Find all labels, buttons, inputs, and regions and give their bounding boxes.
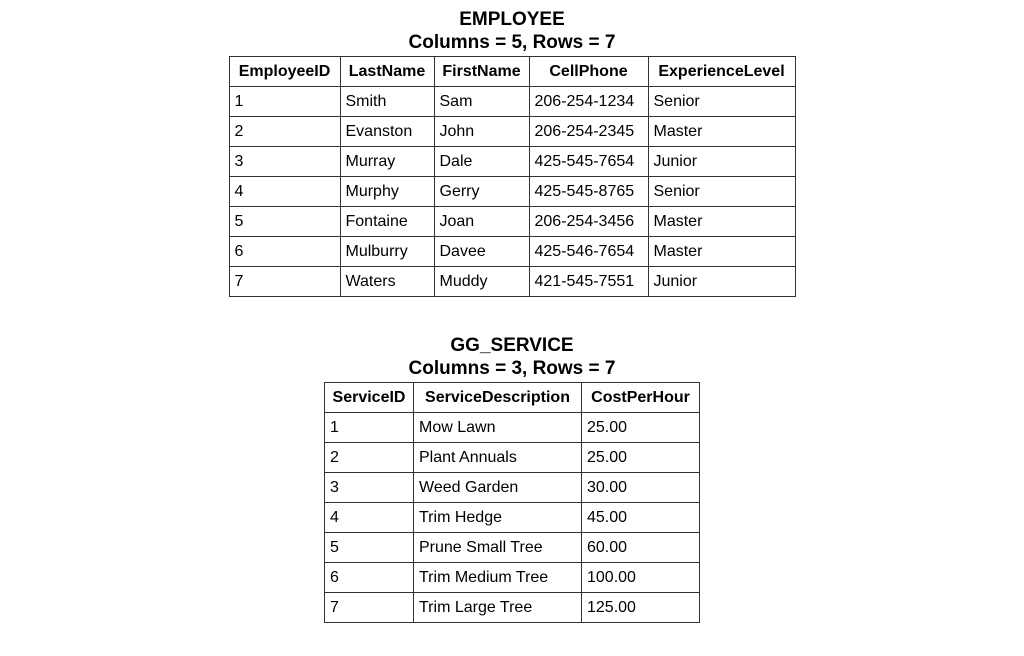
table-cell: Joan (434, 207, 529, 237)
table-row (229, 147, 795, 177)
table-cell: 4 (229, 177, 340, 207)
table-cell: 6 (325, 563, 414, 593)
table-cell: 2 (229, 117, 340, 147)
table-cell: Master (648, 237, 795, 267)
column-header: ServiceDescription (414, 383, 582, 413)
table-cell: 3 (325, 473, 414, 503)
employee-table-title: EMPLOYEE (459, 9, 565, 30)
table-cell: 125.00 (582, 593, 700, 623)
table-cell: Fontaine (340, 207, 434, 237)
table-cell: 2 (325, 443, 414, 473)
table-cell: Master (648, 117, 795, 147)
table-cell: Master (648, 207, 795, 237)
column-header: CostPerHour (582, 383, 700, 413)
table-cell: 30.00 (582, 473, 700, 503)
table-cell: Murray (340, 147, 434, 177)
table-cell: Smith (340, 87, 434, 117)
column-header: EmployeeID (229, 57, 340, 87)
table-cell: Senior (648, 87, 795, 117)
table-cell: 3 (229, 147, 340, 177)
table-cell: 1 (325, 413, 414, 443)
table-cell: 425-546-7654 (529, 237, 648, 267)
table-cell: Mow Lawn (414, 413, 582, 443)
table-cell: Davee (434, 237, 529, 267)
table-cell: 60.00 (582, 533, 700, 563)
table-row (325, 473, 700, 503)
table-cell: Gerry (434, 177, 529, 207)
table-row (325, 503, 700, 533)
column-header: ExperienceLevel (648, 57, 795, 87)
table-cell: John (434, 117, 529, 147)
employee-section (0, 8, 1024, 297)
table-cell: Junior (648, 147, 795, 177)
table-cell: 206-254-1234 (529, 87, 648, 117)
table-row (325, 413, 700, 443)
table-cell: Trim Hedge (414, 503, 582, 533)
table-row (229, 267, 795, 297)
table-row (229, 237, 795, 267)
table-row (325, 563, 700, 593)
column-header: ServiceID (325, 383, 414, 413)
table-cell: Muddy (434, 267, 529, 297)
column-header: CellPhone (529, 57, 648, 87)
column-header: LastName (340, 57, 434, 87)
table-cell: 425-545-7654 (529, 147, 648, 177)
table-cell: Weed Garden (414, 473, 582, 503)
table-cell: Plant Annuals (414, 443, 582, 473)
service-table-title: GG_SERVICE (450, 335, 574, 356)
table-cell: 421-545-7551 (529, 267, 648, 297)
table-cell: 100.00 (582, 563, 700, 593)
table-cell: 4 (325, 503, 414, 533)
table-cell: 5 (229, 207, 340, 237)
table-cell: 206-254-2345 (529, 117, 648, 147)
service-table (324, 382, 700, 623)
column-header: FirstName (434, 57, 529, 87)
table-header-row (229, 57, 795, 87)
table-cell: Trim Medium Tree (414, 563, 582, 593)
table-row (229, 87, 795, 117)
table-cell: Mulburry (340, 237, 434, 267)
table-cell: 1 (229, 87, 340, 117)
table-cell: 7 (229, 267, 340, 297)
table-cell: 25.00 (582, 413, 700, 443)
table-cell: Prune Small Tree (414, 533, 582, 563)
employee-table (229, 56, 796, 297)
table-cell: Murphy (340, 177, 434, 207)
table-header-row (325, 383, 700, 413)
table-cell: Junior (648, 267, 795, 297)
table-cell: 25.00 (582, 443, 700, 473)
table-cell: 7 (325, 593, 414, 623)
table-cell: 45.00 (582, 503, 700, 533)
table-cell: Waters (340, 267, 434, 297)
table-row (229, 177, 795, 207)
table-row (229, 117, 795, 147)
service-section (0, 334, 1024, 623)
table-cell: 5 (325, 533, 414, 563)
table-cell: Dale (434, 147, 529, 177)
table-cell: 425-545-8765 (529, 177, 648, 207)
table-cell: Sam (434, 87, 529, 117)
table-cell: Senior (648, 177, 795, 207)
table-cell: Trim Large Tree (414, 593, 582, 623)
table-row (325, 443, 700, 473)
table-row (325, 593, 700, 623)
table-cell: 206-254-3456 (529, 207, 648, 237)
table-cell: Evanston (340, 117, 434, 147)
table-row (229, 207, 795, 237)
service-table-subtitle: Columns = 3, Rows = 7 (408, 358, 616, 379)
employee-table-subtitle: Columns = 5, Rows = 7 (408, 32, 616, 53)
table-row (325, 533, 700, 563)
table-cell: 6 (229, 237, 340, 267)
